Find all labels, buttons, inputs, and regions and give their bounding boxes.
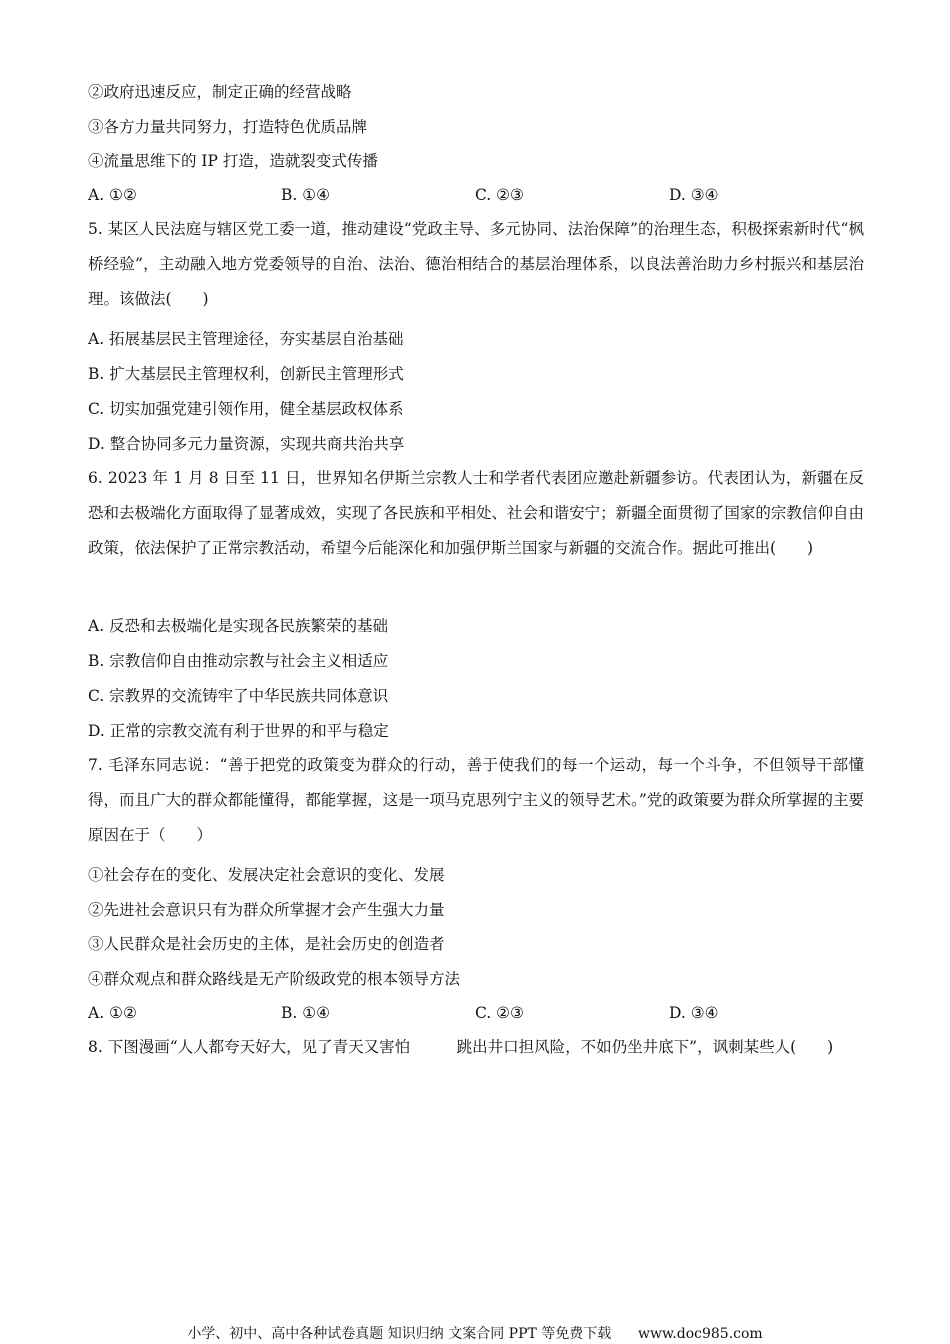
q7-stem: 7. 毛泽东同志说：“善于把党的政策变为群众的行动，善于使我们的每一个运动，每一个斗争，不但领导干部懂得，而且广大的群众都能懂得，都能掌握，这是一项马克思列宁主义的领导艺术。”党的政策要为群众所掌握的主要原因在于（ ） [88,756,864,844]
choice-c: C. ②③ [475,1004,524,1022]
q7-option-2: ②先进社会意识只有为群众所掌握才会产生强大力量 [88,901,445,919]
footer-url[interactable]: www.doc985.com [638,1326,763,1342]
choice-b: B. ①④ [281,1004,331,1022]
q5-option-d: D. 整合协同多元力量资源，实现共商共治共享 [88,435,405,453]
q4-option-2: ②政府迅速反应，制定正确的经营战略 [88,83,352,101]
q5-option-b: B. 扩大基层民主管理权利，创新民主管理形式 [88,365,404,383]
q8-stem: 8. 下图漫画“人人都夸天好大，见了青天又害怕 跳出井口担风险，不如仍坐井底下”，讽刺某些人( ) [88,1038,834,1056]
q7-choices [88,1003,888,1023]
q7-option-3: ③人民群众是社会历史的主体，是社会历史的创造者 [88,935,445,953]
q6-option-c: C. 宗教界的交流铸牢了中华民族共同体意识 [88,687,389,705]
q5-stem: 5. 某区人民法庭与辖区党工委一道，推动建设“党政主导、多元协同、法治保障”的治理生态，积极探索新时代“枫桥经验”，主动融入地方党委领导的自治、法治、德治相结合的基层治理体系，以良法善治助力乡村振兴和基层治理。该做法( ) [88,220,864,308]
q6-stem: 6. 2023 年 1 月 8 日至 11 日，世界知名伊斯兰宗教人士和学者代表团应邀赴新疆参访。代表团认为，新疆在反恐和去极端化方面取得了显著成效，实现了各民族和平相处、社会和谐安宁；新疆全面贯彻了国家的宗教信仰自由政策，依法保护了正常宗教活动，希望今后能深化和加强伊斯兰国家与新疆的交流合作。据此可推出( ) [88,469,864,557]
footer-text: 小学、初中、高中各种试卷真题 知识归纳 文案合同 PPT 等免费下载 [187,1326,612,1342]
choice-d: D. ③④ [669,1004,719,1022]
q6-option-b: B. 宗教信仰自由推动宗教与社会主义相适应 [88,652,389,670]
choice-a: A. ①② [88,186,137,204]
q4-option-4: ④流量思维下的 IP 打造，造就裂变式传播 [88,152,378,170]
q5-option-a: A. 拓展基层民主管理途径，夯实基层自治基础 [88,330,404,348]
page-footer [0,1325,950,1343]
choice-a: A. ①② [88,1004,137,1022]
q7-option-4: ④群众观点和群众路线是无产阶级政党的根本领导方法 [88,970,461,988]
choice-d: D. ③④ [669,186,719,204]
choice-c: C. ②③ [475,186,524,204]
choice-b: B. ①④ [281,186,331,204]
q4-option-3: ③各方力量共同努力，打造特色优质品牌 [88,118,368,136]
q6-option-d: D. 正常的宗教交流有利于世界的和平与稳定 [88,722,389,740]
q7-option-1: ①社会存在的变化、发展决定社会意识的变化、发展 [88,866,445,884]
q5-option-c: C. 切实加强党建引领作用，健全基层政权体系 [88,400,404,418]
q4-choices [88,185,888,205]
q6-option-a: A. 反恐和去极端化是实现各民族繁荣的基础 [88,617,389,635]
